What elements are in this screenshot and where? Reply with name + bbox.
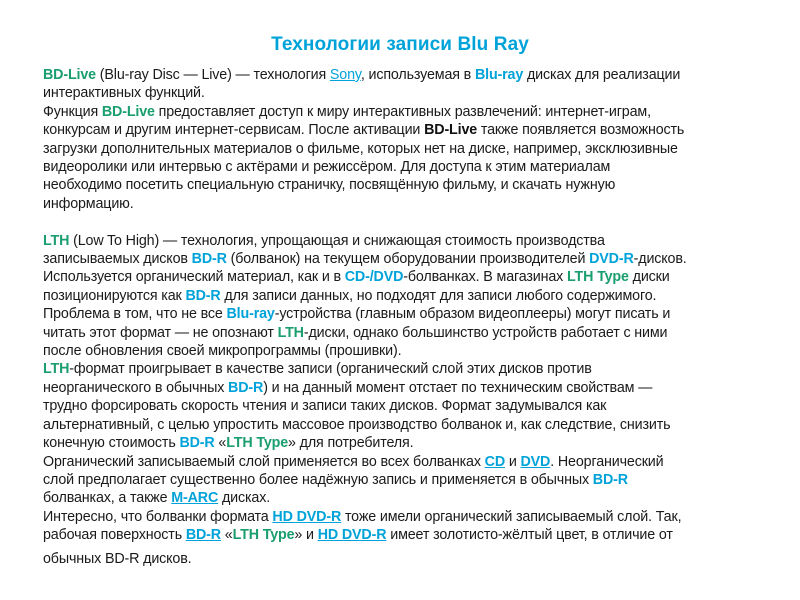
highlighted-term: BD-R [185, 287, 221, 304]
hyperlink[interactable]: HD DVD-R [272, 508, 342, 525]
text-run: также появляется возможность [477, 122, 685, 139]
text-run: для записи данных, но подходят для записи любого содержимого. [220, 287, 657, 304]
highlighted-term: LTH [43, 232, 70, 249]
text-run: позиционируются как [43, 287, 186, 304]
text-run: ) и на данный момент отстает по техническим свойствам — [263, 379, 653, 396]
text-run: -устройства (главным образом видеоплееры) могут писать и [274, 306, 671, 323]
highlighted-term: CD-/DVD [344, 269, 404, 286]
highlighted-term: BD-R [179, 435, 215, 452]
highlighted-term: BD-Live [43, 67, 96, 83]
text-line [43, 434, 763, 452]
highlighted-term: Blu-ray [226, 306, 275, 323]
hyperlink[interactable]: HD DVD-R [317, 527, 387, 544]
text-line [43, 379, 763, 397]
hyperlink[interactable]: M-ARC [171, 490, 219, 507]
highlighted-term: LTH Type [226, 435, 289, 452]
text-run: альтернативный, с целью упростить массовое производство болванок и, как следствие, снизить [43, 416, 671, 433]
highlighted-term: BD-Live [101, 103, 155, 120]
highlighted-term: BD-R [228, 379, 264, 396]
text-line [43, 140, 763, 158]
text-line [43, 453, 763, 471]
text-run: записываемых дисков [43, 251, 192, 268]
highlighted-term: BD-Live [424, 122, 478, 139]
text-line [43, 213, 763, 231]
text-run: диски [628, 269, 670, 286]
text-run: -болванках. В магазинах [403, 269, 567, 286]
text-line [43, 103, 763, 121]
text-line [43, 232, 763, 250]
text-run: Проблема в том, что не все [43, 306, 227, 323]
text-line [43, 489, 763, 507]
text-run: рабочая поверхность [43, 527, 186, 544]
text-run: » для потребителя. [288, 435, 414, 452]
text-run: видеоролики или интервью с актёрами и режиссёром. Для доступа к этим материалам [43, 159, 611, 176]
text-line [43, 121, 763, 139]
highlighted-term: LTH Type [567, 269, 629, 286]
text-line [43, 324, 763, 342]
text-line [43, 176, 763, 194]
text-run: . Неорганический [550, 453, 664, 470]
text-run: слой предполагает существенно более надёжную запись и применяется в обычных [43, 471, 593, 488]
text-run: обычных BD-R дисков. [43, 550, 192, 567]
text-run: Органический записываемый слой применяется во всех болванках [43, 453, 485, 470]
highlighted-term: LTH [277, 324, 304, 341]
text-run: тоже имели органический записываемый слой. Так, [341, 508, 682, 525]
hyperlink[interactable]: BD-R [185, 527, 221, 544]
highlighted-term: LTH Type [232, 527, 295, 544]
text-line [43, 508, 763, 526]
text-run: и [505, 453, 521, 470]
text-run: конкурсам и другим интернет-сервисам. После активации [43, 122, 425, 139]
text-line [43, 268, 763, 286]
text-run: после обновления своей микропрограммы (прошивки). [43, 343, 402, 360]
text-run: загрузки дополнительных материалов о фильме, которых нет на диске, например, эксклюзивные [43, 140, 678, 157]
text-run: дисках для реализации [523, 67, 681, 83]
text-line [43, 471, 763, 489]
text-run: конечную стоимость [43, 435, 180, 452]
text-line [43, 84, 763, 102]
slide-body-text [43, 66, 763, 568]
text-run: » и [294, 527, 318, 544]
text-line [43, 287, 763, 305]
text-run: (Blu-ray Disc — Live) — технология [95, 67, 330, 83]
text-run: неорганического в обычных [43, 379, 229, 396]
text-run: « [220, 527, 233, 544]
text-run: читать этот формат — не опознают [43, 324, 278, 341]
text-run: интерактивных функций. [43, 85, 205, 102]
slide-title: Технологии записи Blu Ray [271, 34, 529, 55]
text-run: информацию. [43, 195, 134, 212]
text-run: -диски, однако большинство устройств работает с ними [303, 324, 668, 341]
text-line [43, 526, 763, 544]
text-run: предоставляет доступ к миру интерактивных развлечений: интернет-играм, [154, 103, 651, 120]
text-run: имеет золотисто-жёлтый цвет, в отличие от [386, 527, 673, 544]
text-line [43, 397, 763, 415]
highlighted-term: Blu-ray [474, 67, 524, 83]
text-run: -дисков. [633, 251, 687, 268]
text-line [43, 550, 763, 568]
text-run: трудно форсировать скорость чтения и записи таких дисков. Формат задумывался как [43, 398, 607, 415]
hyperlink[interactable]: DVD [520, 453, 551, 470]
text-run: необходимо посетить специальную страничку, посвящённую фильму, и скачать нужную [43, 177, 616, 194]
highlighted-term: BD-R [592, 471, 628, 488]
text-line [43, 305, 763, 323]
text-line [43, 250, 763, 268]
text-run: Функция [43, 103, 102, 120]
text-run: -формат проигрывает в качестве записи (органический слой этих дисков против [69, 361, 592, 378]
text-line [43, 342, 763, 360]
text-run: « [214, 435, 227, 452]
highlighted-term: DVD-R [589, 251, 634, 268]
highlighted-term: BD-R [191, 251, 227, 268]
text-line [43, 360, 763, 378]
text-line [43, 195, 763, 213]
hyperlink[interactable]: CD [484, 453, 505, 470]
text-run: (болванок) на текущем оборудовании производителей [226, 251, 590, 268]
text-line [43, 416, 763, 434]
text-run: Интересно, что болванки формата [43, 508, 273, 525]
hyperlink[interactable]: Sony [329, 67, 361, 83]
text-run: (Low To High) — технология, упрощающая и снижающая стоимость производства [69, 232, 605, 249]
highlighted-term: LTH [43, 361, 70, 378]
text-line [43, 158, 763, 176]
text-run: болванках, а также [43, 490, 172, 507]
text-run: , используемая в [360, 67, 475, 83]
text-run: Используется органический материал, как и в [43, 269, 345, 286]
text-line [43, 66, 763, 84]
text-run: дисках. [218, 490, 271, 507]
